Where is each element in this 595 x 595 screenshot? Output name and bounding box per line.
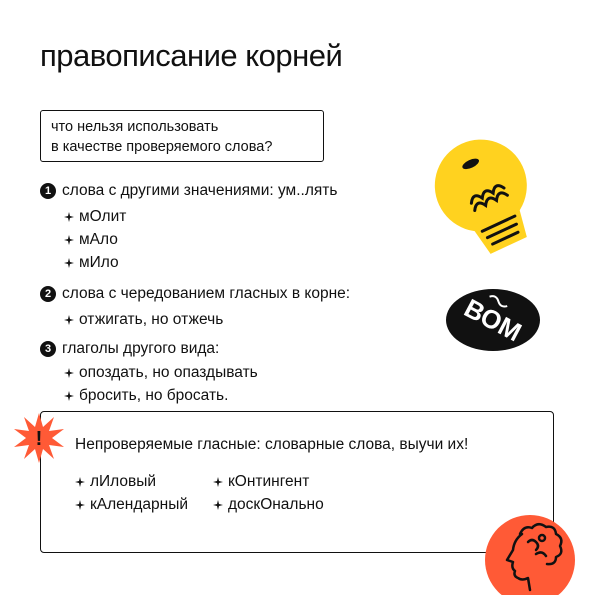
vom-sticker-icon [445,287,541,353]
list-item-text: мИло [79,253,119,271]
section-1 [40,181,337,274]
question-box [40,110,324,162]
head-profile-icon [484,514,576,595]
word-column-left [75,470,188,516]
number-badge-1: 1 [40,183,56,199]
exclamation-burst-icon [12,411,66,465]
list-item [64,205,337,228]
star-bullet-icon [64,391,74,401]
list-item-text: мОлит [79,207,127,225]
question-line-2: в качестве проверяемого слова? [51,139,273,155]
section-1-heading: слова с другими значениями: ум..лять [62,182,338,199]
word-text: лИловый [90,472,157,490]
section-2-heading: слова с чередованием гласных в корне: [62,285,351,302]
list-item [64,308,350,331]
note-box [40,411,554,553]
star-bullet-icon [75,500,85,510]
list-item-text: опоздать, но опаздывать [79,363,258,381]
list-item [75,470,188,493]
section-3-heading: глаголы другого вида: [62,340,220,357]
vom-sticker-text: ВОМ [459,292,527,348]
note-heading: Непроверяемые гласные: словарные слова, выучи их! [75,436,469,453]
list-item [64,361,258,384]
question-line-1: что нельзя использовать [51,119,219,135]
word-column-right [213,470,324,516]
word-text: доскОнально [228,495,324,513]
word-text: кОнтингент [228,472,310,490]
star-bullet-icon [64,368,74,378]
star-bullet-icon [213,477,223,487]
page-title: правописание корней [40,38,343,73]
list-item-text: мАло [79,230,118,248]
star-bullet-icon [64,212,74,222]
section-3 [40,339,258,407]
star-bullet-icon [75,477,85,487]
list-item-text: отжигать, но отжечь [79,310,224,328]
list-item [64,251,337,274]
list-item-text: бросить, но бросать. [79,386,229,404]
section-2 [40,284,350,331]
list-item [64,384,258,407]
star-bullet-icon [213,500,223,510]
list-item [213,470,324,493]
star-bullet-icon [64,235,74,245]
exclamation-mark: ! [35,428,43,450]
number-badge-3: 3 [40,341,56,357]
star-bullet-icon [64,258,74,268]
star-bullet-icon [64,315,74,325]
word-text: кАлендарный [90,495,188,513]
number-badge-2: 2 [40,286,56,302]
list-item [64,228,337,251]
lightbulb-icon [432,130,544,272]
list-item [75,493,188,516]
list-item [213,493,324,516]
